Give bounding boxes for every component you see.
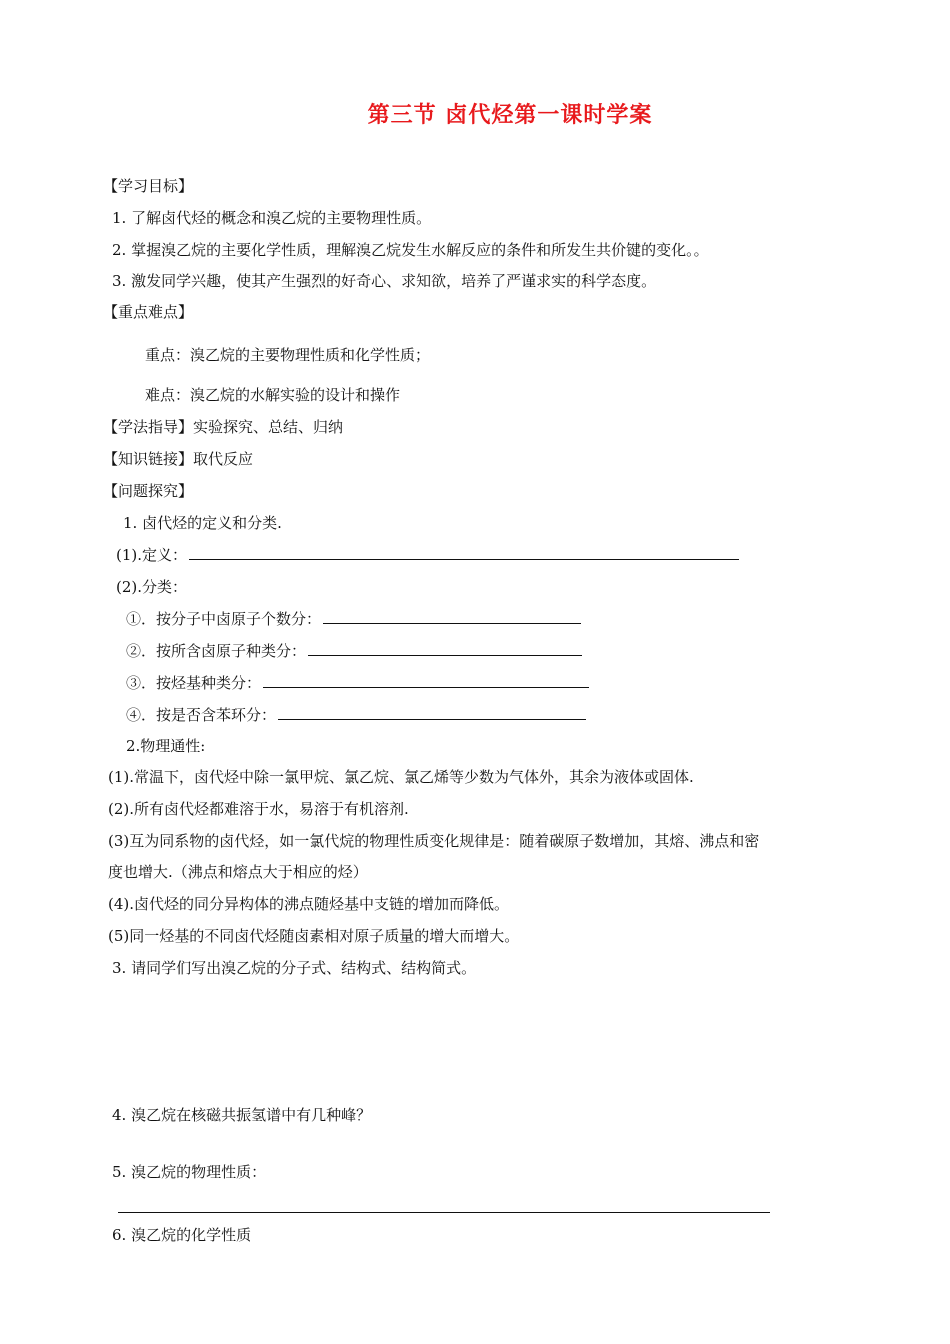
objective-item-1: 1. 了解卤代烃的概念和溴乙烷的主要物理性质。 (112, 209, 432, 227)
question-4: 4. 溴乙烷在核磁共振氢谱中有几种峰？ (112, 1106, 372, 1124)
inquiry-heading: 【问题探究】 (103, 482, 194, 500)
key-point-focus: 重点：溴乙烷的主要物理性质和化学性质； (145, 346, 431, 364)
objective-item-2: 2. 掌握溴乙烷的主要化学性质，理解溴乙烷发生水解反应的条件和所发生共价键的变化。。 (112, 241, 709, 259)
definition-label: (1).定义： (116, 546, 188, 564)
definition-blank[interactable] (189, 545, 739, 560)
objectives-heading: 【学习目标】 (103, 177, 194, 195)
property-3: (3)互为同系物的卤代烃，如一氯代烷的物理性质变化规律是：随着碳原子数增加，其熔、沸点和密 (108, 832, 760, 850)
property-3-continued: 度也增大.（沸点和熔点大于相应的烃） (108, 863, 368, 881)
class-blank-1[interactable] (323, 609, 581, 624)
definition-row (116, 545, 739, 565)
question-2: 2.物理通性: (126, 737, 206, 755)
class-row-2 (126, 641, 582, 661)
property-2: (2).所有卤代烃都难溶于水，易溶于有机溶剂. (108, 800, 409, 818)
class-item-label: ②．按所含卤原子种类分： (126, 642, 307, 660)
objective-item-3: 3. 激发同学兴趣，使其产生强烈的好奇心、求知欲，培养了严谨求实的科学态度。 (112, 272, 657, 290)
question-5: 5. 溴乙烷的物理性质： (112, 1163, 267, 1181)
key-points-heading: 【重点难点】 (103, 303, 194, 321)
page-title: 第三节 卤代烃第一课时学案 (367, 102, 653, 128)
answer-line[interactable] (118, 1212, 770, 1213)
class-blank-3[interactable] (263, 673, 589, 688)
method-guide: 【学法指导】实验探究、总结、归纳 (103, 418, 344, 436)
class-row-3 (126, 673, 589, 693)
question-3: 3. 请同学们写出溴乙烷的分子式、结构式、结构简式。 (112, 959, 477, 977)
knowledge-link: 【知识链接】取代反应 (103, 450, 254, 468)
property-1: (1).常温下，卤代烃中除一氯甲烷、氯乙烷、氯乙烯等少数为气体外，其余为液体或固体. (108, 768, 694, 786)
question-1: 1. 卤代烃的定义和分类. (123, 514, 282, 532)
class-blank-4[interactable] (278, 705, 586, 720)
class-item-label: ①．按分子中卤原子个数分： (126, 610, 322, 628)
class-blank-2[interactable] (308, 641, 582, 656)
class-row-1 (126, 609, 581, 629)
class-item-label: ④．按是否含苯环分： (126, 706, 277, 724)
class-row-4 (126, 705, 586, 725)
key-point-difficulty: 难点：溴乙烷的水解实验的设计和操作 (145, 386, 401, 404)
classification-label: (2).分类： (116, 578, 188, 596)
property-4: (4).卤代烃的同分异构体的沸点随烃基中支链的增加而降低。 (108, 895, 510, 913)
class-item-label: ③．按烃基种类分： (126, 674, 262, 692)
property-5: (5)同一烃基的不同卤代烃随卤素相对原子质量的增大而增大。 (108, 927, 520, 945)
question-6: 6. 溴乙烷的化学性质 (112, 1226, 252, 1244)
